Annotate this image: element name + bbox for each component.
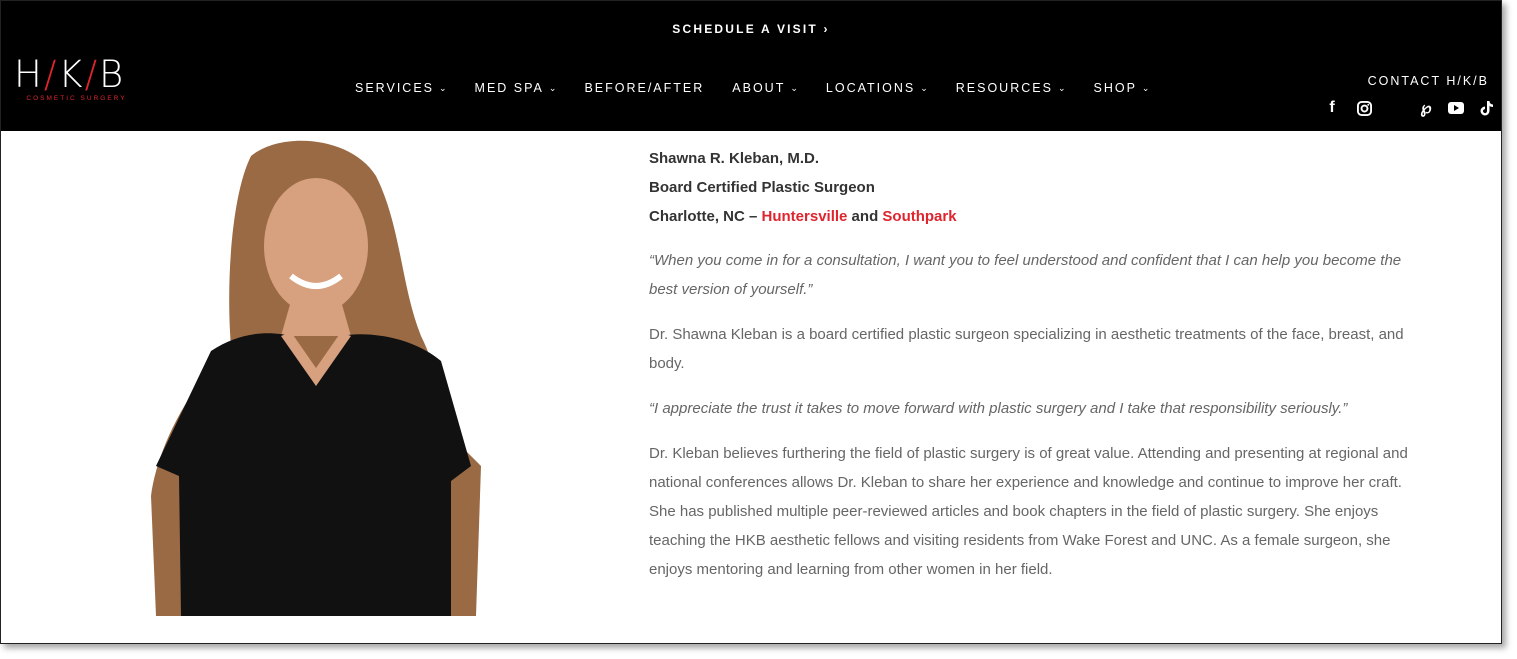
nav-about[interactable] <box>732 81 798 95</box>
quote-text: “When you come in for a consultation, I want you to feel understood and confident that I can help you become the best version of yourself.” <box>649 252 1402 298</box>
logo-mark: H/K/B <box>14 53 126 96</box>
main-nav <box>355 81 1177 95</box>
nav-label: LOCATIONS <box>825 81 916 95</box>
profile-content <box>649 144 1409 584</box>
site-header <box>1 1 1501 131</box>
quote-text: “I appreciate the trust it takes to move forward with plastic surgery and I take that responsibility seriously.” <box>649 400 1348 417</box>
tiktok-icon[interactable] <box>1477 99 1495 117</box>
bio-paragraph-2: Dr. Kleban believes furthering the field of plastic surgery is of great value. Attending and presenting at regional and national conferences allows Dr. Kleban to share her experience and knowledge and continue to improve her craft. She has published multiple peer-reviewed articles and book chapters in the field of plastic surgery. She enjoys teaching the HKB aesthetic fellows and visiting residents from Wake Forest and UNC. As a female surgeon, she enjoys mentoring and learning from other women in her field. <box>649 445 1408 578</box>
chevron-down-icon: ⌄ <box>1057 82 1066 93</box>
nav-med-spa[interactable] <box>475 81 557 95</box>
and-text: and <box>847 208 883 225</box>
doctor-title: Board Certified Plastic Surgeon <box>649 179 875 196</box>
youtube-icon[interactable] <box>1447 99 1465 117</box>
nav-label: SHOP <box>1093 81 1137 95</box>
nav-resources[interactable] <box>956 81 1066 95</box>
southpark-link[interactable]: Southpark <box>882 208 957 225</box>
nav-services[interactable] <box>355 81 447 95</box>
chevron-down-icon: ⌄ <box>439 82 447 93</box>
logo[interactable] <box>14 53 139 102</box>
nav-label: SERVICES <box>355 81 434 95</box>
contact-link[interactable]: CONTACT H/K/B <box>1367 74 1489 88</box>
facebook-icon[interactable]: f <box>1329 99 1335 116</box>
schedule-visit-link[interactable]: SCHEDULE A VISIT › <box>672 22 830 36</box>
nav-locations[interactable] <box>826 81 928 95</box>
nav-label: MED SPA <box>474 81 544 95</box>
pinterest-icon[interactable]: ℘ <box>1420 100 1432 117</box>
social-links <box>1323 99 1495 117</box>
logo-tagline: COSMETIC SURGERY <box>26 95 127 102</box>
nav-label: BEFORE/AFTER <box>584 81 705 95</box>
instagram-icon[interactable] <box>1355 99 1373 117</box>
chevron-down-icon: ⌄ <box>548 82 557 93</box>
chevron-down-icon: ⌄ <box>1141 82 1150 93</box>
doctor-locations <box>649 202 1409 231</box>
nav-before-after[interactable] <box>584 81 704 95</box>
doctor-name: Shawna R. Kleban, M.D. <box>649 150 820 167</box>
chevron-down-icon: ⌄ <box>920 82 928 93</box>
huntersville-link[interactable]: Huntersville <box>761 208 848 225</box>
nav-shop[interactable] <box>1093 81 1149 95</box>
quote-2 <box>649 394 1409 423</box>
nav-label: ABOUT <box>732 81 786 95</box>
chevron-down-icon: ⌄ <box>790 82 798 93</box>
bio-paragraph-1: Dr. Shawna Kleban is a board certified plastic surgeon specializing in aesthetic treatments of the face, breast, and body. <box>649 326 1404 372</box>
location-prefix: Charlotte, NC – <box>649 208 762 225</box>
nav-label: RESOURCES <box>955 81 1053 95</box>
quote-1 <box>649 246 1409 304</box>
doctor-photo <box>151 136 481 616</box>
